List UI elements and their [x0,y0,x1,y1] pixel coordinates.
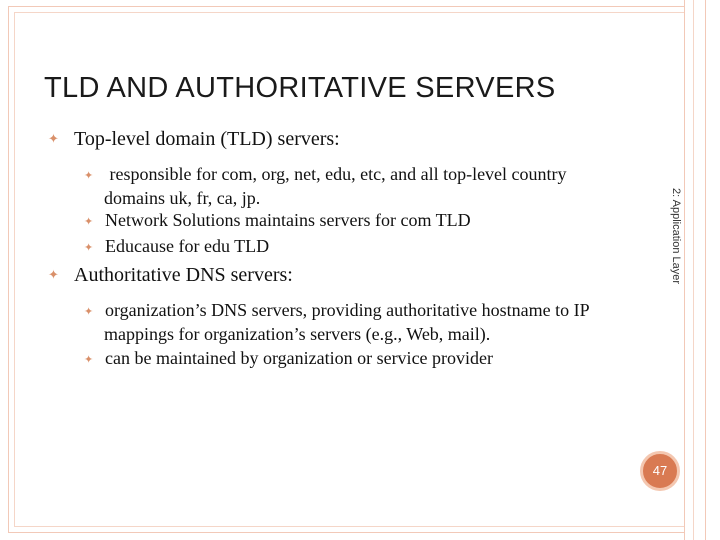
list-item-text: responsible for com, org, net, edu, etc, and all top-level country [109,164,567,184]
rail-line [705,0,706,540]
list-item-text: Educause for edu TLD [105,236,270,256]
section-heading-tld [48,128,340,151]
sub-bullet-icon: ✦ [84,353,94,366]
list-item-text-continued: mappings for organization’s servers (e.g., Web, mail). [104,324,491,344]
sub-bullet-icon: ✦ [84,241,94,254]
slide-title: TLD AND AUTHORITATIVE SERVERS [44,72,556,104]
bullet-icon: ✦ [48,268,59,283]
list-item-text: Network Solutions maintains servers for com TLD [105,210,471,230]
right-decorative-rail [684,0,720,540]
sub-bullet-icon: ✦ [84,169,94,182]
list-item [84,347,674,371]
list-item-text: can be maintained by organization or service provider [105,348,494,368]
rail-line [693,0,694,540]
list-item [84,163,674,209]
list-item-text-continued: domains uk, fr, ca, jp. [104,188,261,208]
side-chapter-label: 2: Application Layer [670,188,682,285]
sub-bullet-icon: ✦ [84,305,94,318]
list-item [84,299,674,345]
section-heading-text: Top-level domain (TLD) servers: [74,128,340,150]
page-number-badge: 47 [640,451,680,491]
section-heading-authoritative [48,264,293,287]
list-item-text: organization’s DNS servers, providing authoritative hostname to IP [105,300,590,320]
section-heading-text: Authoritative DNS servers: [74,264,293,286]
list-item [84,209,674,233]
sub-bullet-icon: ✦ [84,215,94,228]
list-item [84,235,674,259]
bullet-icon: ✦ [48,132,59,147]
